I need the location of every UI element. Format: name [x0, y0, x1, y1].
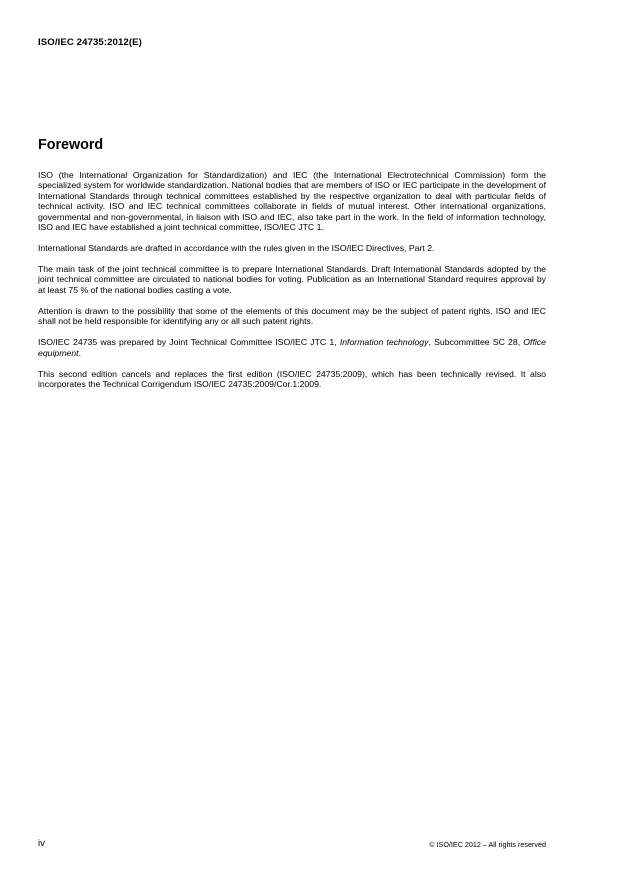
paragraph-patent: Attention is drawn to the possibility that some of the elements of this document may be the subject of patent rights. ISO and IEC shall not be held responsible for identifying any or all such patent rights.	[38, 305, 546, 327]
foreword-body	[38, 170, 546, 400]
paragraph-edition-note: This second edition cancels and replaces the first edition (ISO/IEC 24735:2009), which has been technically revised. It also incorporates the Technical Corrigendum ISO/IEC 24735:2009/Cor.1:2009.	[38, 368, 546, 390]
prepared-middle: , Subcommittee SC 28,	[428, 337, 524, 348]
prepared-suffix: .	[78, 347, 81, 358]
paragraph-intro: ISO (the International Organization for Standardization) and IEC (the International Electrotechnical Commission) form the specialized system for worldwide standardization. National bodies that are members of ISO or IEC participate in the development of International Standards through technical committees established by the respective organization to deal with particular fields of technical activity. ISO and IEC technical committees collaborate in fields of mutual interest. Other international organizations, governmental and non-governmental, in liaison with ISO and IEC, also take part in the work. In the field of information technology, ISO and IEC have established a joint technical committee, ISO/IEC JTC 1.	[38, 170, 546, 233]
prepared-italic-it: Information technology	[339, 337, 429, 348]
paragraph-directives: International Standards are drafted in accordance with the rules given in the ISO/IEC Directives, Part 2.	[38, 243, 435, 254]
paragraph-main-task: The main task of the joint technical committee is to prepare International Standards. Draft International Standards adopted by the joint technical committee are circulated to national bodies for voting. Publication as an International Standard requires approval by at least 75 % of the national bodies casting a vote.	[38, 264, 546, 295]
copyright-notice: © ISO/IEC 2012 – All rights reserved	[429, 840, 546, 849]
page-number: iv	[38, 838, 45, 849]
prepared-italic-office: Office equipment	[38, 337, 546, 358]
paragraph-prepared-by	[38, 337, 546, 358]
section-title: Foreword	[38, 137, 104, 153]
prepared-prefix: ISO/IEC 24735 was prepared by Joint Technical Committee ISO/IEC JTC 1,	[38, 337, 340, 348]
document-id-header: ISO/IEC 24735:2012(E)	[38, 37, 142, 48]
